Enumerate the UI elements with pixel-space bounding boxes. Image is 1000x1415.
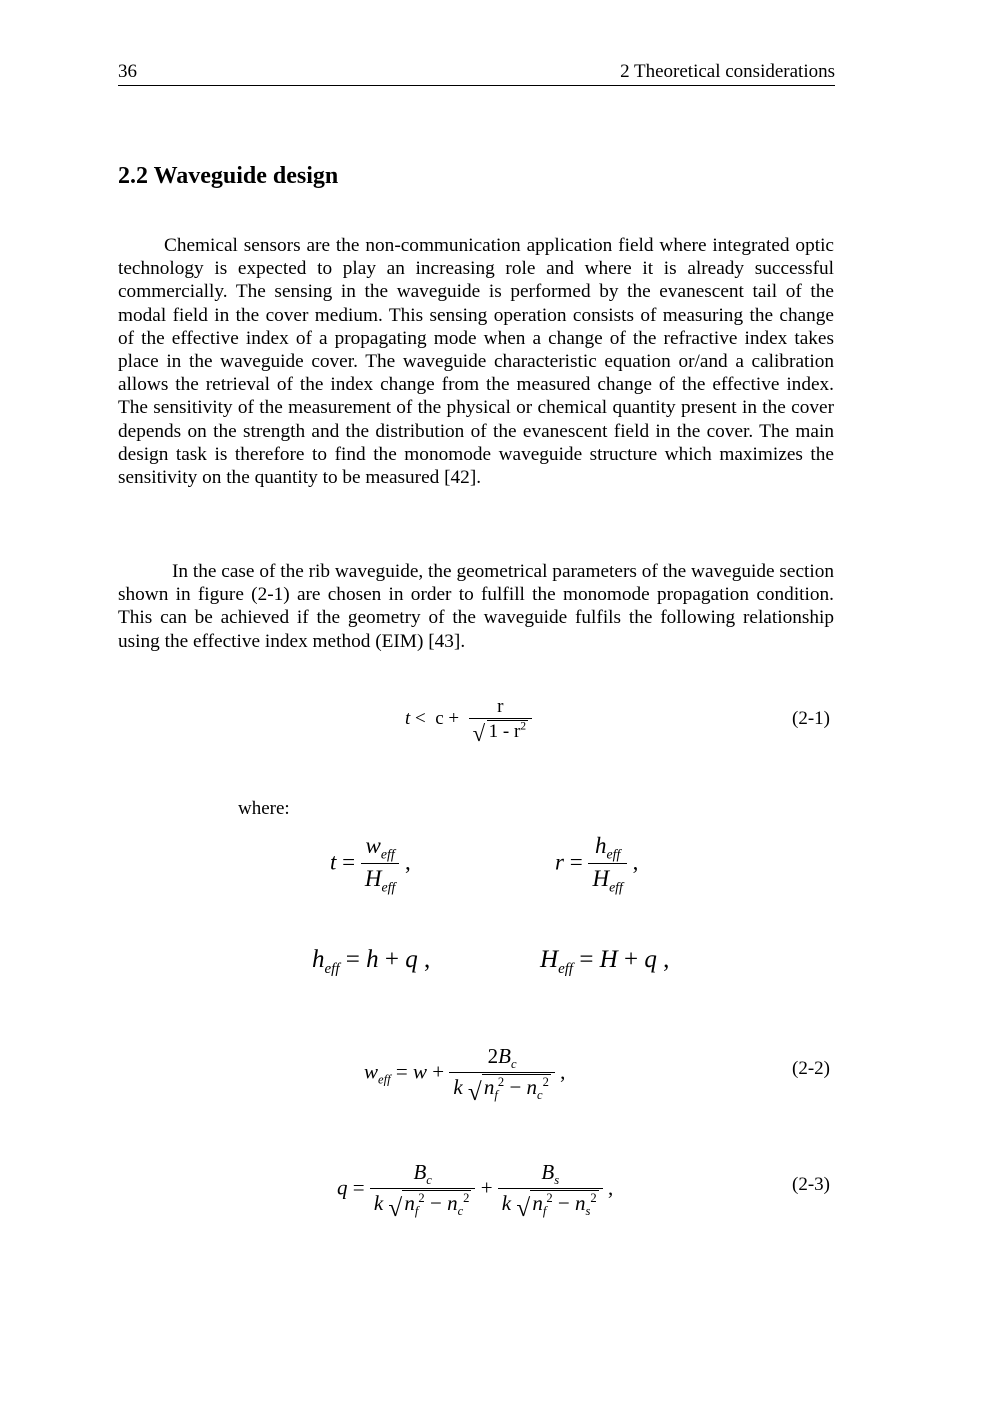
equation-2-2: $w_{eff} = w$ + $2B_c$ k √ $n_f^2 - n_c^2$ , [364, 1044, 566, 1107]
equation-h-eff: $h_{eff} = h + q$ , [312, 946, 431, 977]
section-title: 2.2 Waveguide design [118, 163, 339, 189]
paragraph-2: In the case of the rib waveguide, the geometrical parameters of the waveguide section shown in figure (2-1) are chosen in order to fulfill the monomode propagation condition. This can be achieved if the geometry of the waveguide fulfils the following relationship using the effective index method (EIM) [43]. [118, 561, 834, 652]
equation-2-1: t < c + r √ $1 - r^2$ [405, 696, 532, 743]
equation-number-2-1: (2-1) [792, 708, 830, 729]
paragraph-1: Chemical sensors are the non-communication application field where integrated optic technology is expected to play an increasing role and where it is already successful commercially. The sensing in the waveguide is performed by the evanescent tail of the modal field in the cover medium. This sensing operation consists of measuring the change of the effective index of a propagating mode when a change of the refractive index takes place in the waveguide cover. The waveguide characteristic equation or/and a calibration allows the retrieval of the index change from the measured change of the effective index. The sensitivity of the measurement of the physical or chemical quantity present in the cover depends on the strength and the distribution of the evanescent field in the cover. The main design task is therefore to find the monomode waveguide structure which maximizes the sensitivity on the quantity to be measured [42]. [118, 235, 834, 489]
equation-number-2-2: (2-2) [792, 1058, 830, 1079]
equation-r-definition: r = $\frac{h_{eff}}{H_{eff}}$ , [555, 833, 639, 895]
running-title: 2 Theoretical considerations [620, 61, 835, 82]
equation-t-definition: t = $\frac{w_{eff}}{H_{eff}}$ , [330, 833, 411, 895]
page-number: 36 [118, 61, 137, 82]
equation-2-3: q = $B_c$ k √ $n_f^2 - n_c^2$ + $B_s$ k √ $n_f^2 - n_s^2$ , [337, 1160, 614, 1223]
equation-H-eff: $H_{eff} = H + q$ , [540, 946, 670, 977]
where-label: where: [238, 798, 290, 819]
equation-number-2-3: (2-3) [792, 1174, 830, 1195]
running-header [118, 60, 835, 86]
